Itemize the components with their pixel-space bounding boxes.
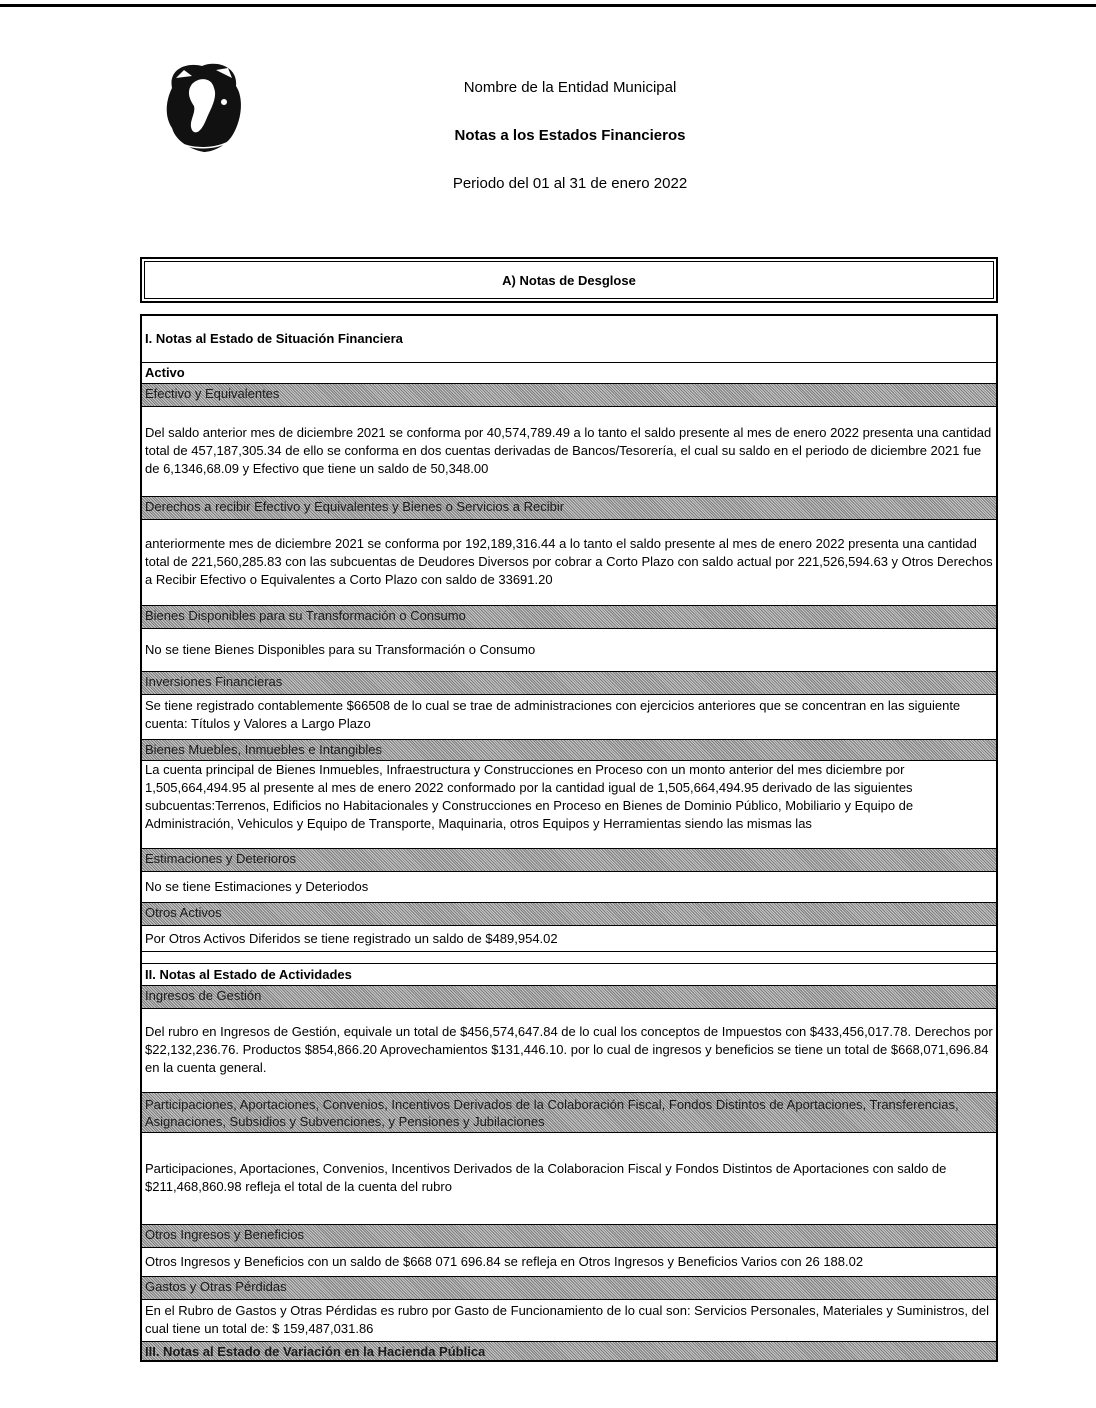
ingresos-heading: Ingresos de Gestión bbox=[142, 986, 996, 1009]
top-border-line bbox=[0, 4, 1096, 7]
ingresos-text: Del rubro en Ingresos de Gestión, equivale un total de $456,574,647.84 de lo cual los conceptos de Impuestos con $433,456,017.78. Derechos por $22,132,236.76. Productos $854,866.20 Aprovechamientos $131,446.10. por lo cual de ingresos y beneficios se tiene un total de $668,071,696.84 en la cuenta general. bbox=[142, 1009, 996, 1093]
activo-heading: Activo bbox=[142, 363, 996, 384]
bienes-disponibles-heading: Bienes Disponibles para su Transformación o Consumo bbox=[142, 606, 996, 629]
efectivo-heading: Efectivo y Equivalentes bbox=[142, 384, 996, 407]
otros-ingresos-heading: Otros Ingresos y Beneficios bbox=[142, 1225, 996, 1248]
participaciones-heading: Participaciones, Aportaciones, Convenios, Incentivos Derivados de la Colaboración Fiscal, Fondos Distintos de Aportaciones, Transferencias, Asignaciones, Subsidios y Subvenciones, y Pensiones y Jubilaciones bbox=[142, 1093, 996, 1133]
derechos-heading: Derechos a recibir Efectivo y Equivalentes y Bienes o Servicios a Recibir bbox=[142, 497, 996, 520]
notes-table bbox=[140, 314, 998, 1362]
gastos-text: En el Rubro de Gastos y Otras Pérdidas es rubro por Gasto de Funcionamiento de lo cual son: Servicios Personales, Materiales y Suministros, del cual tiene un total de: $ 159,487,031.86 bbox=[142, 1300, 996, 1342]
bienes-disponibles-text: No se tiene Bienes Disponibles para su Transformación o Consumo bbox=[142, 629, 996, 672]
bienes-muebles-heading: Bienes Muebles, Inmuebles e Intangibles bbox=[142, 740, 996, 761]
participaciones-text: Participaciones, Aportaciones, Convenios, Incentivos Derivados de la Colaboracion Fiscal y Fondos Distintos de Aportaciones con saldo de $211,468,860.98 refleja el total de la cuenta del rubro bbox=[142, 1133, 996, 1225]
bienes-muebles-text: La cuenta principal de Bienes Inmuebles, Infraestructura y Construcciones en Proceso con un monto anterior del mes diciembre por 1,505,664,494.95 al presente al mes de enero 2022 conformado por la cantidad igual de 1,505,664,494.95 derivado de las siguientes subcuentas:Terrenos, Edificios no Habitacionales y Construcciones en Proceso en Bienes de Dominio Público, Mobiliario y Equipo de Administración, Vehiculos y Equipo de Transporte, Maquinaria, otros Equipos y Herramientas siendo las mismas las bbox=[142, 761, 996, 849]
otros-ingresos-text: Otros Ingresos y Beneficios con un saldo de $668 071 696.84 se refleja en Otros Ingresos y Beneficios Varios con 26 188.02 bbox=[142, 1248, 996, 1277]
inversiones-text: Se tiene registrado contablemente $66508 de lo cual se trae de administraciones con ejercicios anteriores que se concentran en las siguiente cuenta: Títulos y Valores a Largo Plazo bbox=[142, 695, 996, 740]
municipal-seal-logo bbox=[162, 58, 246, 154]
entity-name: Nombre de la Entidad Municipal bbox=[463, 79, 677, 96]
document-title: Notas a los Estados Financieros bbox=[454, 127, 686, 144]
otros-activos-text: Por Otros Activos Diferidos se tiene registrado un saldo de $489,954.02 bbox=[142, 926, 996, 952]
section-a-heading bbox=[140, 257, 998, 303]
otros-activos-heading: Otros Activos bbox=[142, 903, 996, 926]
estimaciones-text: No se tiene Estimaciones y Deteriodos bbox=[142, 872, 996, 903]
section-a-label: A) Notas de Desglose bbox=[502, 272, 636, 288]
inversiones-heading: Inversiones Financieras bbox=[142, 672, 996, 695]
report-period: Periodo del 01 al 31 de enero 2022 bbox=[452, 175, 688, 192]
estimaciones-heading: Estimaciones y Deterioros bbox=[142, 849, 996, 872]
spacer-row bbox=[142, 952, 996, 964]
section-i-heading: I. Notas al Estado de Situación Financiera bbox=[142, 316, 996, 363]
gastos-heading: Gastos y Otras Pérdidas bbox=[142, 1277, 996, 1300]
derechos-text: anteriormente mes de diciembre 2021 se conforma por 192,189,316.44 a lo tanto el saldo presente al mes de enero 2022 presenta una cantidad total de 221,560,285.83 con las subcuentas de Deudores Diversos por cobrar a Corto Plazo con saldo actual por 221,526,594.63 y Otros Derechos a Recibir Efectivo o Equivalentes a Corto Plazo con saldo de 33691.20 bbox=[142, 520, 996, 606]
efectivo-text: Del saldo anterior mes de diciembre 2021 se conforma por 40,574,789.49 a lo tanto el saldo presente al mes de enero 2022 presenta una cantidad total de 457,187,305.34 de ello se conforma en dos cuentas derivadas de Bancos/Tesorería, el cual su saldo en el periodo de diciembre 2021 fue de 6,1346,68.09 y Efectivo que tiene un saldo de 50,348.00 bbox=[142, 407, 996, 497]
section-iii-heading: III. Notas al Estado de Variación en la Hacienda Pública bbox=[142, 1342, 996, 1362]
section-ii-heading: II. Notas al Estado de Actividades bbox=[142, 964, 996, 986]
